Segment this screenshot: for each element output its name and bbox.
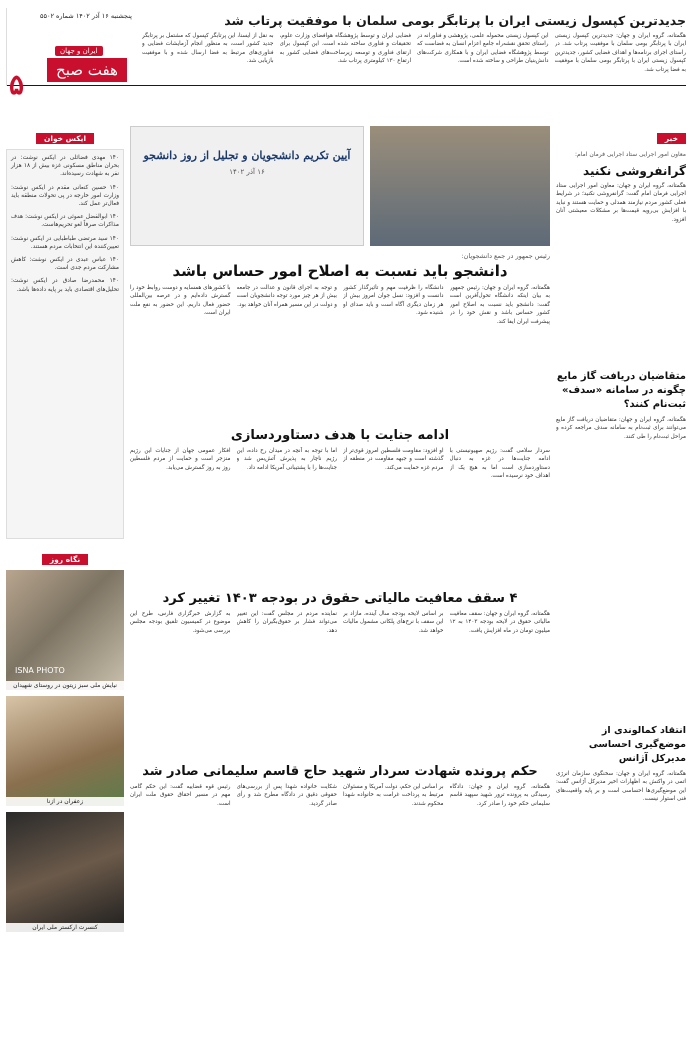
gallery-photo-2 bbox=[6, 696, 124, 806]
x-news-item: ۱۴۰ سید مرتضی طباطبایی در ایکس نوشت: تعیین‌کننده این انتخابات مردم هستند. bbox=[11, 235, 119, 250]
isna-watermark: ISNA PHOTO bbox=[15, 666, 65, 675]
right-kicker: معاون امور اجرایی ستاد اجرایی فرمان امام: bbox=[574, 151, 686, 158]
gallery-caption-2: زعفران در ازنا bbox=[6, 797, 124, 806]
story2-col-4: افکار عمومی جهان از جنایات این رژیم منزجر است و حمایت از مردم فلسطین روز به روز گسترش می‌یابد. bbox=[130, 448, 231, 471]
x-news-box bbox=[6, 149, 124, 539]
story3-col-2: بر اساس لایحه بودجه سال آینده، مازاد بر این سقف با نرخ‌های پلکانی مشمول مالیات خواهد شد. bbox=[343, 611, 444, 634]
x-news-item: ۱۴۰ ابوالفضل عموئی در ایکس نوشت: هدف مذاکرات صرفاً لغو تحریم‌هاست. bbox=[11, 214, 119, 229]
story2-col-1: سردار سلامی گفت: رژیم صهیونیستی با ادامه جنایت‌ها در غزه به دنبال دستاوردسازی است اما به هیچ یک از اهداف خود نرسیده است. bbox=[449, 448, 550, 480]
right-column bbox=[556, 126, 686, 970]
page-number-box bbox=[6, 8, 134, 101]
top-story-col-3: فضایی ایران و توسط پژوهشگاه هوافضای وزارت علوم، تحقیقات و فناوری ساخته شده است. این کپسول برای ارتقای فناوری و توسعه زیرساخت‌های فضایی کشور به ارتفاع ۱۳۰ کیلومتری پرتاب شد. bbox=[279, 33, 411, 65]
banner-date: ۱۶ آذر ۱۴۰۲ bbox=[229, 168, 265, 176]
story1-col-3: و توجه به اجرای قانون و عدالت در جامعه بیش از هر چیز مورد توجه دانشجویان است و دولت در این مسیر همراه آنان خواهد بود. bbox=[236, 285, 337, 308]
gallery-caption-1: نیایش ملی سبز زیتون در روستای شهیدان bbox=[6, 681, 124, 690]
gallery-photo-1 bbox=[6, 570, 124, 690]
story4-col-4: رئیس قوه قضاییه گفت: این حکم گامی مهم در مسیر احقاق حقوق ملت ایران است. bbox=[130, 784, 231, 807]
page-number: ۵ bbox=[9, 68, 25, 101]
right-title-1: گرانفروشی نکنید bbox=[583, 164, 686, 178]
ceremony-banner bbox=[130, 126, 364, 246]
x-news-item: ۱۴۰ حسین کنعانی مقدم در ایکس نوشت: وزارت امور خارجه در پی تحولات منطقه باید فعال‌تر عمل کند. bbox=[11, 184, 119, 208]
right-body-3: هگمتانه، گروه ایران و جهان: سخنگوی سازمان انرژی اتمی در واکنش به اظهارات اخیر مدیرکل آژانس گفت: این موضع‌گیری‌ها احساسی است و بر پایه واقعیت‌های فنی استوار نیست. bbox=[556, 771, 686, 803]
story2-title: ادامه جنایت با هدف دستاوردسازی bbox=[230, 428, 450, 443]
gallery-photo-3 bbox=[6, 812, 124, 932]
newspaper-logo: هفت صبح bbox=[47, 58, 127, 82]
story1-col-1: هگمتانه، گروه ایران و جهان: رئیس جمهور به بیان اینکه دانشگاه تحول‌آفرین است گفت: دانشجو باید نسبت به اصلاح امور کشور حساس باشد و نقش خود را در پیشرفت ایران ایفا کند. bbox=[449, 285, 550, 325]
top-story-col-4: به نقل از ایسنا، این پرتابگر کپسول که مشتمل بر پرتابگر جدید کشور است، به منظور انجام آزمایشات فضایی و فناوری‌های مرتبط به فضا ارسال شده و با موفقیت بازیابی شد. bbox=[142, 33, 274, 65]
gallery-label: نگاه روز bbox=[42, 554, 88, 565]
section-badge: ایران و جهان bbox=[55, 46, 103, 56]
gallery-caption-3: کنسرت ارکستر ملی ایران bbox=[6, 923, 124, 932]
right-body-1: هگمتانه، گروه ایران و جهان: معاون امور اجرایی ستاد اجرایی فرمان امام گفت: گرانفروشی نکنید؛ در شرایط فعلی کشور مردم نیازمند همدلی و حمایت هستند و نباید با افزایش بی‌رویه قیمت‌ها بر مشکلات معیشتی آنان افزود. bbox=[556, 183, 686, 223]
banner-title: آیین تکریم دانشجویان و تجلیل از روز دانشجو bbox=[143, 149, 351, 162]
story4-title: حکم پرونده شهادت سردار شهید حاج قاسم سلیمانی صادر شد bbox=[142, 764, 538, 779]
x-news-tag: ایکس خوان bbox=[36, 133, 94, 144]
story2-col-2: او افزود: مقاومت فلسطین امروز قوی‌تر از گذشته است و جبهه مقاومت در منطقه از مردم غزه حمایت می‌کند. bbox=[343, 448, 444, 471]
news-tag: خبر bbox=[657, 133, 686, 144]
story1-col-2: دانشگاه را ظرفیت مهم و تأثیرگذار کشور دانست و افزود: نسل جوان امروز بیش از هر زمان دیگری آگاه است و باید صدای او شنیده شود. bbox=[343, 285, 444, 317]
story1-col-4: با کشورهای همسایه و دوست روابط خود را گسترش داده‌ایم و در عرصه بین‌المللی حضور فعال داریم. این حضور به نفع ملت ایران است. bbox=[130, 285, 231, 317]
newspaper-page bbox=[6, 8, 686, 1030]
story1-kicker: رئیس جمهور در جمع دانشجویان: bbox=[461, 252, 550, 260]
president-photo bbox=[370, 126, 550, 246]
right-title-2: متقاضیان دریافت گاز مایع چگونه در سامانه «سدف» ثبت‌نام کنند؟ bbox=[556, 371, 686, 410]
x-news-item: ۱۴۰ محمدرضا صادق در ایکس نوشت: تحلیل‌های اقتصادی باید بر پایه داده‌ها باشد. bbox=[11, 278, 119, 293]
left-column bbox=[6, 126, 124, 932]
x-news-item: ۱۴۰ مهدی فضائلی در ایکس نوشت: در بحران مناطق مسکونی غزه بیش از ۱۸ هزار نفر به شهادت رسیده‌اند. bbox=[11, 155, 119, 178]
story2-col-3: اما با توجه به آنچه در میدان رخ داده، این رژیم ناچار به پذیرش آتش‌بس شد و جنایت‌ها را با پشتیبانی آمریکا ادامه داد. bbox=[236, 448, 337, 471]
story4-col-1: هگمتانه، گروه ایران و جهان: دادگاه رسیدگی به پرونده ترور شهید سپهبد قاسم سلیمانی حکم خود را صادر کرد. bbox=[449, 784, 550, 807]
story3-col-3: نماینده مردم در مجلس گفت: این تغییر می‌تواند فشار بر حقوق‌بگیران را کاهش دهد. bbox=[236, 611, 337, 634]
top-story-col-2: این کپسول زیستی محموله علمی، پژوهشی و فناورانه در راستای تحقق نقشه‌راه جامع اعزام انسان به فضاست که توسط پژوهشگاه فضایی ایران و با همکاری شرکت‌های دانش‌بنیان طراحی و ساخته شده است. bbox=[417, 33, 549, 65]
x-news-item: ۱۴۰ عباس عبدی در ایکس نوشت: کاهش مشارکت مردم جدی است. bbox=[11, 257, 119, 272]
story3-col-4: به گزارش خبرگزاری فارس، طرح این موضوع در کمیسیون تلفیق بودجه مجلس بررسی می‌شود. bbox=[130, 611, 231, 634]
top-story-title: جدیدترین کپسول زیستی ایران با پرتابگر بومی سلمان با موفقیت پرتاب شد bbox=[224, 13, 686, 28]
story4-col-2: بر اساس این حکم، دولت آمریکا و مسئولان مرتبط به پرداخت غرامت به خانواده شهدا محکوم شدند. bbox=[343, 784, 444, 807]
story4-col-3: شکایت خانواده شهدا پس از بررسی‌های حقوقی دقیق در دادگاه مطرح شد و رأی صادر گردید. bbox=[236, 784, 337, 807]
top-story bbox=[142, 12, 686, 73]
issue-meta: پنجشنبه ۱۶ آذر ۱۴۰۲ شماره ۵۵۰۲ bbox=[39, 12, 132, 20]
story3-title: ۴ سقف معافیت مالیاتی حقوق در بودجه ۱۴۰۳ تغییر کرد bbox=[162, 591, 518, 606]
story1-title: دانشجو باید نسبت به اصلاح امور حساس باشد bbox=[172, 262, 508, 280]
right-body-2: هگمتانه، گروه ایران و جهان: متقاضیان دریافت گاز مایع می‌توانند برای ثبت‌نام به سامانه سدف مراجعه کرده و مراحل ثبت‌نام را طی کنند. bbox=[556, 417, 686, 440]
right-title-3: انتقاد کمالوندی از موضع‌گیری احساسی مدیرکل آژانس bbox=[588, 725, 686, 764]
masthead bbox=[6, 8, 686, 101]
center-content bbox=[130, 126, 550, 943]
story3-col-1: هگمتانه، گروه ایران و جهان: سقف معافیت مالیاتی حقوق در لایحه بودجه ۱۴۰۳ به ۱۲ میلیون تومان در ماه افزایش یافت. bbox=[449, 611, 550, 634]
top-story-col-1: هگمتانه، گروه ایران و جهان: جدیدترین کپسول زیستی ایران با پرتابگر بومی سلمان با موفقیت پرتاب شد. در راستای اجرای برنامه‌ها و اهداف فضایی کشور، جدیدترین کپسول زیستی ایران با پرتابگر بومی سلمان با موفقیت به فضا پرتاب شد. bbox=[554, 33, 686, 73]
